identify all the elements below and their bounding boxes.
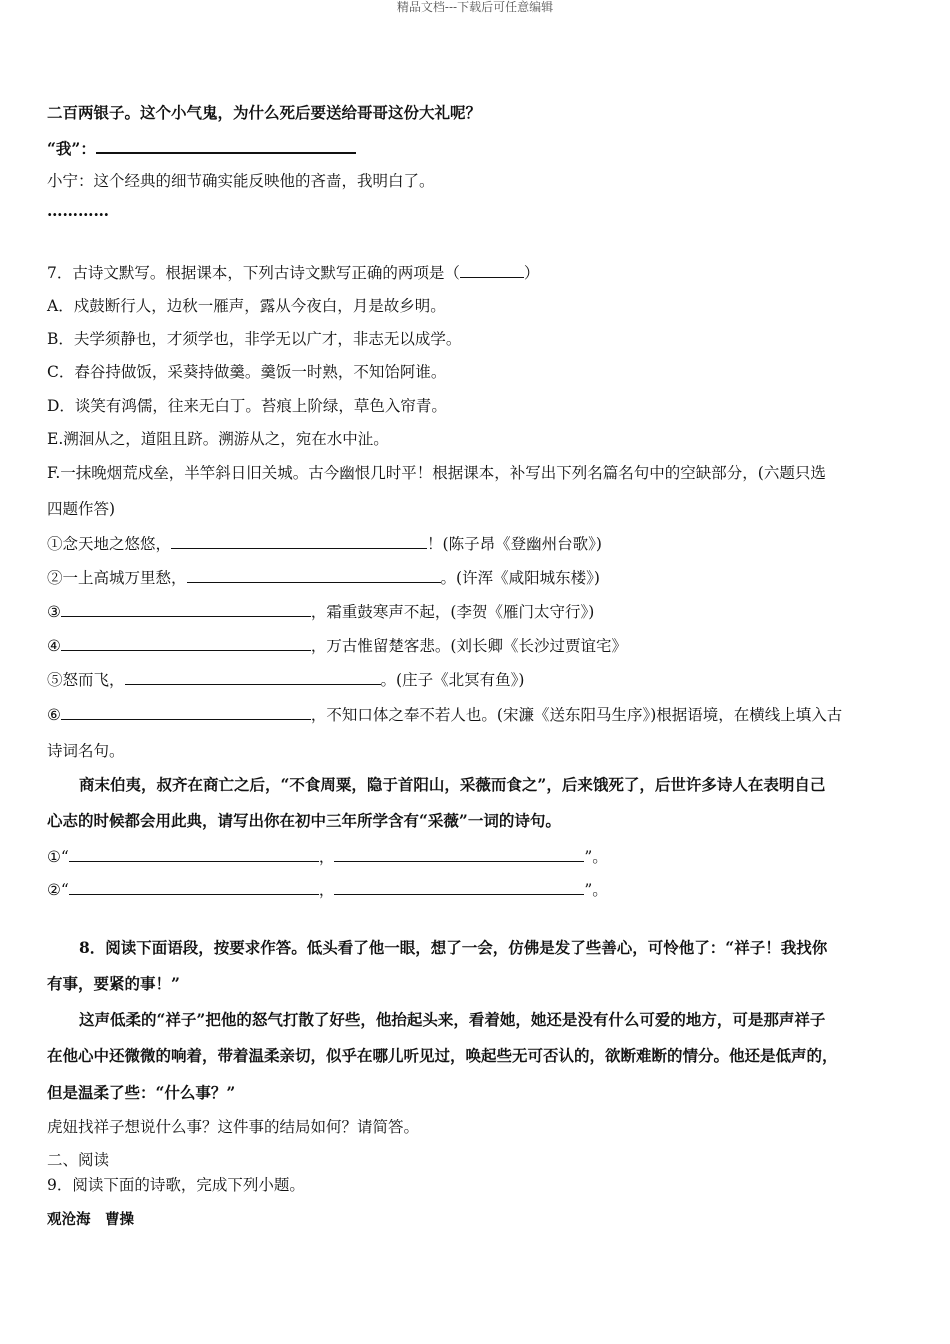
q6-me-label: “我”：: [47, 139, 96, 158]
q7-answer-1: ①“ ， ”。: [47, 848, 608, 866]
q9-stem: 9．阅读下面的诗歌，完成下列小题。: [47, 1176, 305, 1194]
q8-p2b: 在他心中还微微的响着，带着温柔亲切，似乎在哪儿听见过，唤起些无可否认的，欲断难断的情分。他还是低声的，: [47, 1046, 838, 1065]
answer-blank[interactable]: [96, 137, 356, 154]
q8-p2c: 但是温柔了些：“什么事？”: [47, 1083, 236, 1102]
q8-p1a: 8．阅读下面语段，按要求作答。低头看了他一眼，想了一会，仿佛是发了些善心，可怜他了：“祥子！我找你: [79, 938, 828, 957]
q7-cont: 四题作答): [47, 500, 116, 518]
q7-item-6: ⑥ ，不知口体之奉不若人也。(宋濂《送东阳马生序》)根据语境，在横线上填入古: [47, 706, 843, 724]
answer-blank[interactable]: [171, 533, 427, 549]
q7-option-d: D．谈笑有鸿儒，往来无白丁。苔痕上阶绿，草色入帘青。: [47, 397, 447, 415]
answer-blank[interactable]: [69, 846, 319, 862]
q6-line1: 二百两银子。这个小气鬼，为什么死后要送给哥哥这份大礼呢？: [47, 103, 482, 122]
q7-option-c: C．舂谷持做饭，采葵持做羹。羹饭一时熟，不知饴阿谁。: [47, 363, 447, 381]
q7-option-f: F.一抹晚烟荒戍垒，半竿斜日旧关城。古今幽恨几时平！根据课本，补写出下列名篇名句中的空缺部分，(六题只选: [47, 464, 826, 482]
answer-blank[interactable]: [69, 879, 319, 895]
page-header: 精品文档---下载后可任意编辑: [396, 0, 554, 14]
poem-title: 观沧海 曹操: [47, 1211, 134, 1228]
answer-blank[interactable]: [187, 567, 441, 583]
q7-item6-cont: 诗词名句。: [47, 742, 125, 760]
answer-blank[interactable]: [125, 669, 381, 685]
q6-xiaoning: 小宁：这个经典的细节确实能反映他的吝啬，我明白了。: [47, 172, 435, 190]
q7-stem: 7．古诗文默写。根据课本，下列古诗文默写正确的两项是（ ）: [47, 264, 540, 282]
q7-item-3: ③ ，霜重鼓寒声不起，(李贺《雁门太守行》): [47, 603, 595, 621]
q7-option-b: B．夫学须静也，才须学也，非学无以广才，非志无以成学。: [47, 330, 462, 348]
answer-blank[interactable]: [61, 704, 311, 720]
q7-context-2: 心志的时候都会用此典，请写出你在初中三年所学含有“采薇”一词的诗句。: [47, 811, 561, 830]
q8-question: 虎妞找祥子想说什么事？这件事的结局如何？请简答。: [47, 1118, 420, 1136]
q7-item-1: ①念天地之悠悠， ！(陈子昂《登幽州台歌》): [47, 535, 602, 553]
q7-option-e: E.溯洄从之，道阻且跻。溯游从之，宛在水中沚。: [47, 430, 389, 448]
answer-blank[interactable]: [61, 601, 311, 617]
answer-blank[interactable]: [334, 879, 584, 895]
q8-p1b: 有事，要紧的事！”: [47, 974, 180, 993]
answer-blank[interactable]: [334, 846, 584, 862]
q8-p2a: 这声低柔的“祥子”把他的怒气打散了好些，他抬起头来，看着她，她还是没有什么可爱的地方，可是那声祥子: [79, 1010, 826, 1029]
q7-item-2: ②一上高城万里愁， 。(许浑《咸阳城东楼》): [47, 569, 600, 587]
q7-item-4: ④ ，万古惟留楚客悲。(刘长卿《长沙过贾谊宅》: [47, 637, 627, 655]
q6-ellipsis: …………: [47, 201, 109, 220]
answer-blank[interactable]: [460, 262, 524, 278]
q7-option-a: A．戍鼓断行人，边秋一雁声，露从今夜白，月是故乡明。: [47, 297, 446, 315]
q7-item-5: ⑤怒而飞， 。(庄子《北冥有鱼》): [47, 671, 525, 689]
q7-answer-2: ②“ ， ”。: [47, 881, 608, 899]
section-title: 二、阅读: [47, 1151, 110, 1169]
answer-blank[interactable]: [61, 635, 311, 651]
q6-me-line: [47, 137, 356, 159]
q7-context-1: 商末伯夷，叔齐在商亡之后，“不食周粟，隐于首阳山，采薇而食之”，后来饿死了，后世许多诗人在表明自己: [79, 775, 826, 794]
